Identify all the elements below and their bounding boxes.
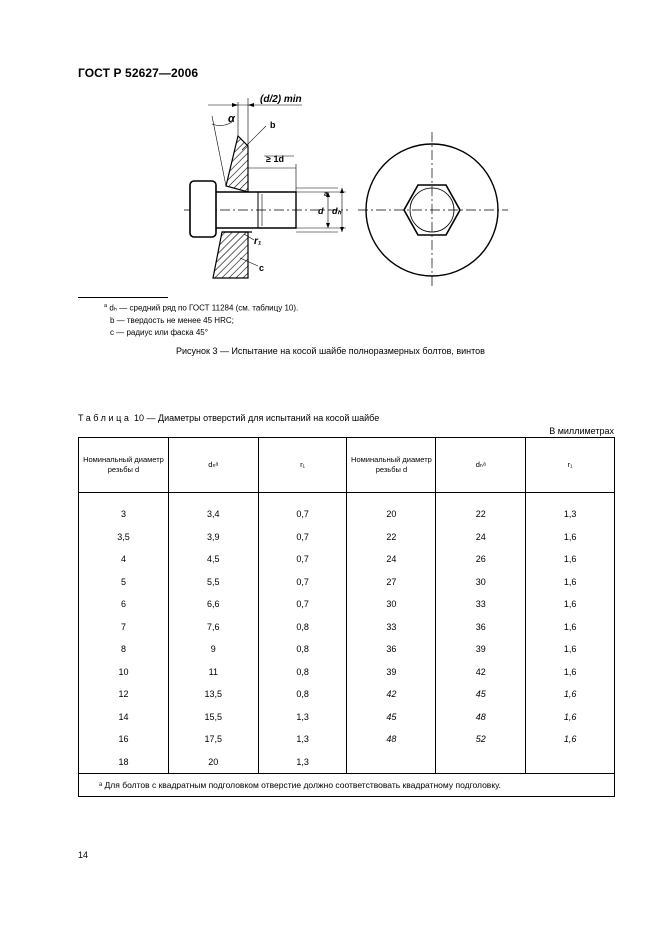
table-cell: 3,9 — [168, 526, 258, 549]
table-cell: 4 — [79, 548, 169, 571]
table-cell: 0,7 — [258, 493, 347, 526]
table-cell: 45 — [347, 706, 436, 729]
figure-footnotes — [104, 300, 298, 339]
table-cell: 33 — [347, 616, 436, 639]
table-cell: 3,5 — [79, 526, 169, 549]
table-cell: 1,6 — [526, 706, 615, 729]
table-cell: 26 — [436, 548, 526, 571]
table-cell: 9 — [168, 638, 258, 661]
table-cell: 1,6 — [526, 526, 615, 549]
table-cell: 33 — [436, 593, 526, 616]
wedge-upper — [226, 136, 248, 192]
table-cell: 52 — [436, 728, 526, 751]
table-cell: 39 — [347, 661, 436, 684]
table-row — [79, 571, 615, 594]
table-cell: 20 — [347, 493, 436, 526]
table-cell: 45 — [436, 683, 526, 706]
table-caption-text: 10 — Диаметры отверстий для испытаний на косой шайбе — [134, 413, 380, 423]
table-cell: 14 — [79, 706, 169, 729]
header-dh-2: dₕᵃ — [436, 438, 526, 493]
table-cell: 5,5 — [168, 571, 258, 594]
table-cell: 3 — [79, 493, 169, 526]
table-units: В миллиметрах — [549, 426, 614, 436]
table-cell: 1,3 — [258, 706, 347, 729]
label-r1: r₁ — [254, 236, 262, 247]
label-c: c — [259, 263, 265, 273]
table-cell: 15,5 — [168, 706, 258, 729]
table-footnote: ᵃ Для болтов с квадратным подголовком отверстие должно соответствовать квадратному подголовку. — [79, 774, 615, 797]
table-row — [79, 706, 615, 729]
table-caption-prefix: Таблица — [78, 413, 132, 423]
document-title: ГОСТ Р 52627—2006 — [78, 66, 199, 80]
table-cell: 42 — [347, 683, 436, 706]
table-cell: 7,6 — [168, 616, 258, 639]
table-cell: 0,8 — [258, 638, 347, 661]
footnote-b: b — твердость не менее 45 HRC; — [110, 315, 234, 325]
label-d2-min: (d/2) min — [260, 94, 302, 105]
table-cell: 6,6 — [168, 593, 258, 616]
header-thread-diameter: Номинальный диаметр резьбы d — [79, 438, 169, 493]
table-cell: 1,6 — [526, 548, 615, 571]
table-cell: 13,5 — [168, 683, 258, 706]
figure-caption: Рисунок 3 — Испытание на косой шайбе полноразмерных болтов, винтов — [176, 346, 485, 356]
header-r1-2: r₁ — [526, 438, 615, 493]
table-cell: 1,6 — [526, 661, 615, 684]
table-cell: 1,3 — [258, 728, 347, 751]
wedge-lower — [213, 232, 248, 278]
header-dh: dₕᵃ — [168, 438, 258, 493]
table-cell: 8 — [79, 638, 169, 661]
header-thread-diameter-2: Номинальный диаметр резьбы d — [347, 438, 436, 493]
table-cell: 1,6 — [526, 638, 615, 661]
table-cell: 0,7 — [258, 548, 347, 571]
table-cell: 0,8 — [258, 616, 347, 639]
table-cell: 48 — [436, 706, 526, 729]
table-cell: 3,4 — [168, 493, 258, 526]
label-alpha: α — [228, 113, 235, 125]
table-row — [79, 593, 615, 616]
table-cell — [347, 751, 436, 774]
label-d: d — [318, 206, 324, 216]
table-cell: 0,7 — [258, 571, 347, 594]
table-cell: 10 — [79, 661, 169, 684]
table-cell: 24 — [436, 526, 526, 549]
table-row — [79, 493, 615, 526]
table-cell: 36 — [436, 616, 526, 639]
table-cell: 48 — [347, 728, 436, 751]
table-cell: 5 — [79, 571, 169, 594]
table-cell: 1,3 — [258, 751, 347, 774]
label-b: b — [270, 120, 276, 130]
table-cell — [526, 751, 615, 774]
footnote-a: $^a$ dₕ — средний ряд по ГОСТ 11284 (см. таблицу 10). — [104, 303, 299, 313]
table-cell: 0,7 — [258, 526, 347, 549]
table-cell: 30 — [436, 571, 526, 594]
table-cell: 11 — [168, 661, 258, 684]
table-cell: 6 — [79, 593, 169, 616]
table-row — [79, 661, 615, 684]
table-row — [79, 728, 615, 751]
header-r1: r₁ — [258, 438, 347, 493]
table-cell: 1,6 — [526, 728, 615, 751]
label-1d: ≥ 1d — [266, 154, 284, 164]
table-cell: 18 — [79, 751, 169, 774]
table-cell: 22 — [436, 493, 526, 526]
table-row — [79, 638, 615, 661]
table-cell: 24 — [347, 548, 436, 571]
table-caption — [78, 413, 379, 423]
page-number: 14 — [78, 850, 89, 860]
table-cell: 30 — [347, 593, 436, 616]
table-row — [79, 616, 615, 639]
table-cell: 1,6 — [526, 593, 615, 616]
table-row — [79, 751, 615, 774]
label-a: a — [324, 191, 328, 198]
bolt-head — [190, 181, 216, 237]
table-cell: 4,5 — [168, 548, 258, 571]
table-row — [79, 526, 615, 549]
table-cell: 1,6 — [526, 571, 615, 594]
table-row — [79, 683, 615, 706]
table-cell: 20 — [168, 751, 258, 774]
label-dh: dₕ — [332, 206, 342, 216]
table-cell: 1,6 — [526, 616, 615, 639]
table-cell: 1,3 — [526, 493, 615, 526]
table-cell: 0,8 — [258, 683, 347, 706]
table-cell: 1,6 — [526, 683, 615, 706]
table-cell: 0,7 — [258, 593, 347, 616]
footnote-rule — [78, 297, 168, 298]
table-cell: 42 — [436, 661, 526, 684]
footnote-c: c — радиус или фаска 45° — [110, 327, 208, 337]
table-cell: 27 — [347, 571, 436, 594]
table-cell: 22 — [347, 526, 436, 549]
table-cell: 39 — [436, 638, 526, 661]
table-cell: 0,8 — [258, 661, 347, 684]
table-row — [79, 548, 615, 571]
table-cell: 16 — [79, 728, 169, 751]
table-cell: 12 — [79, 683, 169, 706]
table-cell: 7 — [79, 616, 169, 639]
wedge-test-figure — [178, 88, 518, 288]
table-cell: 36 — [347, 638, 436, 661]
hole-diameter-table — [78, 437, 615, 797]
table-cell: 17,5 — [168, 728, 258, 751]
table-cell — [436, 751, 526, 774]
